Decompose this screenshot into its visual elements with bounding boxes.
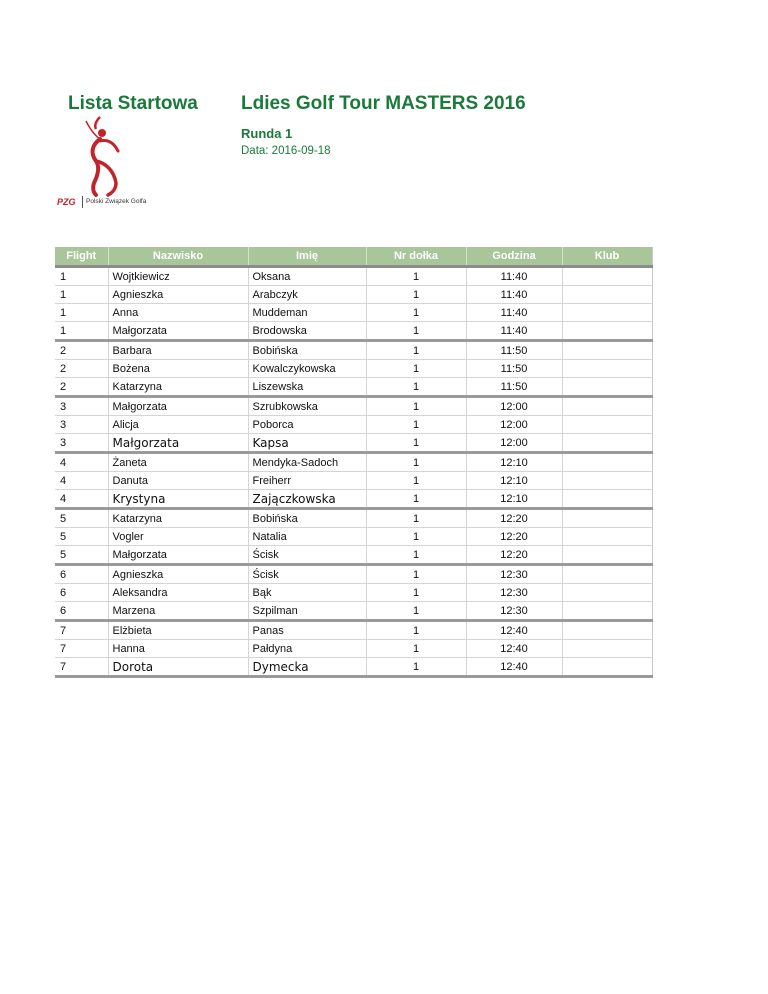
cell-imie: Arabczyk	[248, 286, 366, 304]
logo-abbrev: PZG	[57, 197, 76, 207]
cell-klub	[562, 397, 652, 416]
cell-godzina: 11:40	[466, 304, 562, 322]
cell-flight: 1	[55, 267, 108, 286]
col-header-imie: Imię	[248, 247, 366, 267]
cell-nr-dolka: 1	[366, 434, 466, 453]
cell-nazwisko: Danuta	[108, 472, 248, 490]
cell-nazwisko: Alicja	[108, 416, 248, 434]
cell-nazwisko: Małgorzata	[108, 397, 248, 416]
cell-imie: Kapsa	[248, 434, 366, 453]
cell-nazwisko: Żaneta	[108, 453, 248, 472]
cell-flight: 5	[55, 546, 108, 565]
cell-nazwisko: Bożena	[108, 360, 248, 378]
table-row	[55, 658, 652, 677]
table-row	[55, 304, 652, 322]
cell-nazwisko: Barbara	[108, 341, 248, 360]
cell-flight: 4	[55, 472, 108, 490]
cell-flight: 1	[55, 304, 108, 322]
cell-nr-dolka: 1	[366, 621, 466, 640]
cell-klub	[562, 378, 652, 397]
cell-nazwisko: Vogler	[108, 528, 248, 546]
table-row	[55, 360, 652, 378]
cell-nazwisko: Aleksandra	[108, 584, 248, 602]
cell-nr-dolka: 1	[366, 546, 466, 565]
cell-godzina: 11:50	[466, 378, 562, 397]
cell-nr-dolka: 1	[366, 416, 466, 434]
cell-klub	[562, 434, 652, 453]
cell-flight: 2	[55, 360, 108, 378]
table-row	[55, 397, 652, 416]
cell-nr-dolka: 1	[366, 397, 466, 416]
cell-nr-dolka: 1	[366, 267, 466, 286]
col-header-godzina: Godzina	[466, 247, 562, 267]
cell-nr-dolka: 1	[366, 509, 466, 528]
cell-flight: 3	[55, 397, 108, 416]
cell-flight: 5	[55, 528, 108, 546]
table-row	[55, 341, 652, 360]
cell-klub	[562, 490, 652, 509]
col-header-nr-dolka: Nr dołka	[366, 247, 466, 267]
cell-nazwisko: Małgorzata	[108, 322, 248, 341]
cell-klub	[562, 658, 652, 677]
cell-imie: Bobińska	[248, 509, 366, 528]
cell-flight: 3	[55, 434, 108, 453]
cell-klub	[562, 565, 652, 584]
cell-nr-dolka: 1	[366, 341, 466, 360]
cell-flight: 5	[55, 509, 108, 528]
cell-godzina: 12:20	[466, 509, 562, 528]
table-row	[55, 378, 652, 397]
col-header-flight: Flight	[55, 247, 108, 267]
cell-nazwisko: Anna	[108, 304, 248, 322]
round-label: Runda 1	[241, 126, 293, 141]
cell-imie: Kowalczykowska	[248, 360, 366, 378]
logo-divider	[82, 196, 83, 208]
cell-godzina: 12:30	[466, 584, 562, 602]
cell-godzina: 12:00	[466, 397, 562, 416]
cell-flight: 7	[55, 621, 108, 640]
cell-nazwisko: Agnieszka	[108, 286, 248, 304]
cell-nr-dolka: 1	[366, 640, 466, 658]
table-row	[55, 546, 652, 565]
cell-godzina: 12:40	[466, 640, 562, 658]
cell-nazwisko: Dorota	[108, 658, 248, 677]
cell-flight: 6	[55, 602, 108, 621]
event-title: Ldies Golf Tour MASTERS 2016	[241, 93, 526, 114]
table-row	[55, 509, 652, 528]
cell-nr-dolka: 1	[366, 602, 466, 621]
cell-klub	[562, 621, 652, 640]
cell-godzina: 11:40	[466, 267, 562, 286]
cell-imie: Panas	[248, 621, 366, 640]
cell-nazwisko: Agnieszka	[108, 565, 248, 584]
date-label: Data: 2016-09-18	[241, 145, 331, 157]
cell-imie: Muddeman	[248, 304, 366, 322]
cell-flight: 4	[55, 453, 108, 472]
cell-nazwisko: Krystyna	[108, 490, 248, 509]
cell-klub	[562, 341, 652, 360]
cell-imie: Bąk	[248, 584, 366, 602]
cell-godzina: 12:00	[466, 416, 562, 434]
table-row	[55, 322, 652, 341]
cell-klub	[562, 584, 652, 602]
cell-flight: 7	[55, 640, 108, 658]
cell-klub	[562, 304, 652, 322]
cell-imie: Szpilman	[248, 602, 366, 621]
cell-flight: 2	[55, 341, 108, 360]
cell-flight: 1	[55, 322, 108, 341]
table-row	[55, 490, 652, 509]
cell-flight: 1	[55, 286, 108, 304]
cell-nr-dolka: 1	[366, 490, 466, 509]
cell-nazwisko: Katarzyna	[108, 378, 248, 397]
cell-imie: Poborca	[248, 416, 366, 434]
cell-klub	[562, 472, 652, 490]
cell-imie: Ścisk	[248, 546, 366, 565]
cell-klub	[562, 267, 652, 286]
cell-nazwisko: Katarzyna	[108, 509, 248, 528]
cell-nr-dolka: 1	[366, 304, 466, 322]
cell-klub	[562, 602, 652, 621]
cell-imie: Dymecka	[248, 658, 366, 677]
col-header-klub: Klub	[562, 247, 652, 267]
cell-flight: 7	[55, 658, 108, 677]
cell-nr-dolka: 1	[366, 528, 466, 546]
table-row	[55, 416, 652, 434]
cell-nazwisko: Wojtkiewicz	[108, 267, 248, 286]
cell-imie: Pałdyna	[248, 640, 366, 658]
table-row	[55, 565, 652, 584]
cell-flight: 6	[55, 584, 108, 602]
table-row	[55, 453, 652, 472]
cell-godzina: 12:40	[466, 658, 562, 677]
cell-godzina: 11:40	[466, 322, 562, 341]
federation-logo	[56, 195, 156, 211]
cell-klub	[562, 528, 652, 546]
cell-godzina: 12:30	[466, 602, 562, 621]
cell-nr-dolka: 1	[366, 658, 466, 677]
table-row	[55, 640, 652, 658]
table-row	[55, 621, 652, 640]
cell-imie: Oksana	[248, 267, 366, 286]
cell-imie: Brodowska	[248, 322, 366, 341]
table-row	[55, 584, 652, 602]
table-row	[55, 286, 652, 304]
cell-klub	[562, 416, 652, 434]
cell-nr-dolka: 1	[366, 584, 466, 602]
cell-godzina: 12:20	[466, 528, 562, 546]
cell-godzina: 11:50	[466, 360, 562, 378]
cell-nr-dolka: 1	[366, 322, 466, 341]
cell-klub	[562, 360, 652, 378]
cell-imie: Bobińska	[248, 341, 366, 360]
cell-imie: Liszewska	[248, 378, 366, 397]
cell-godzina: 12:10	[466, 453, 562, 472]
cell-godzina: 12:10	[466, 472, 562, 490]
cell-nr-dolka: 1	[366, 286, 466, 304]
cell-nr-dolka: 1	[366, 360, 466, 378]
cell-nazwisko: Marzena	[108, 602, 248, 621]
document-title: Lista Startowa	[68, 93, 198, 114]
cell-nr-dolka: 1	[366, 453, 466, 472]
table-row	[55, 602, 652, 621]
start-list-table	[55, 247, 653, 678]
cell-klub	[562, 453, 652, 472]
cell-godzina: 12:40	[466, 621, 562, 640]
cell-klub	[562, 509, 652, 528]
cell-flight: 4	[55, 490, 108, 509]
table-row	[55, 528, 652, 546]
cell-godzina: 11:50	[466, 341, 562, 360]
cell-imie: Mendyka-Sadoch	[248, 453, 366, 472]
cell-nr-dolka: 1	[366, 472, 466, 490]
cell-nazwisko: Małgorzata	[108, 434, 248, 453]
cell-klub	[562, 640, 652, 658]
logo-name: Polski Związek Golfa	[86, 198, 147, 205]
cell-imie: Szrubkowska	[248, 397, 366, 416]
cell-nazwisko: Małgorzata	[108, 546, 248, 565]
cell-godzina: 11:40	[466, 286, 562, 304]
cell-flight: 6	[55, 565, 108, 584]
col-header-nazwisko: Nazwisko	[108, 247, 248, 267]
table-row	[55, 434, 652, 453]
table-row	[55, 267, 652, 286]
cell-klub	[562, 286, 652, 304]
cell-nr-dolka: 1	[366, 565, 466, 584]
cell-flight: 2	[55, 378, 108, 397]
cell-imie: Natalia	[248, 528, 366, 546]
cell-godzina: 12:10	[466, 490, 562, 509]
cell-godzina: 12:30	[466, 565, 562, 584]
cell-nazwisko: Elżbieta	[108, 621, 248, 640]
cell-klub	[562, 322, 652, 341]
cell-nazwisko: Hanna	[108, 640, 248, 658]
cell-godzina: 12:20	[466, 546, 562, 565]
cell-imie: Ścisk	[248, 565, 366, 584]
cell-nr-dolka: 1	[366, 378, 466, 397]
table-row	[55, 472, 652, 490]
cell-imie: Freiherr	[248, 472, 366, 490]
table-header-row	[55, 247, 652, 267]
cell-imie: Zajączkowska	[248, 490, 366, 509]
cell-klub	[562, 546, 652, 565]
cell-godzina: 12:00	[466, 434, 562, 453]
cell-flight: 3	[55, 416, 108, 434]
